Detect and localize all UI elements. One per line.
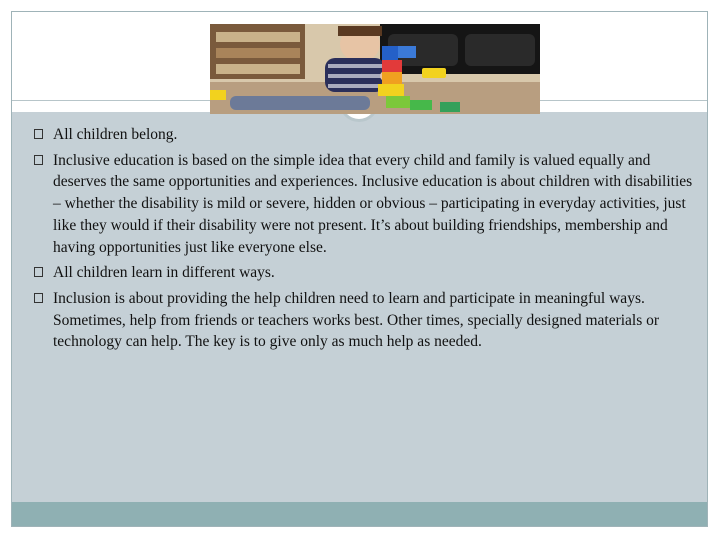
bullet-text: Inclusive education is based on the simple idea that every child and family is valued equally and deserves the same opportunities and experiences. Inclusive education is about children with disabilities – whether the disability is mild or severe, hidden or obvious – participating in everyday activities, just like they would if their disability were not present. It’s about building friendships, membership and having opportunities just like everyone else.: [53, 151, 693, 256]
square-bullet-icon: [34, 293, 43, 303]
bullet-list: [34, 124, 694, 357]
square-bullet-icon: [34, 267, 43, 277]
square-bullet-icon: [34, 129, 43, 139]
bullet-text: Inclusion is about providing the help children need to learn and participate in meaningful ways. Sometimes, help from friends or teachers works best. Other times, specially designed materials or technology can help. The key is to give only as much help as needed.: [53, 289, 660, 351]
bottom-accent-strip: [12, 502, 707, 526]
child-blocks-photo: [210, 24, 540, 114]
list-item: [34, 262, 694, 284]
bullet-text: All children belong.: [53, 126, 178, 143]
square-bullet-icon: [34, 155, 43, 165]
list-item: [34, 124, 694, 146]
slide: [11, 11, 708, 527]
bullet-text: All children learn in different ways.: [53, 264, 275, 282]
list-item: [34, 150, 694, 259]
photo-illustration: [210, 24, 540, 114]
list-item: [34, 288, 694, 353]
